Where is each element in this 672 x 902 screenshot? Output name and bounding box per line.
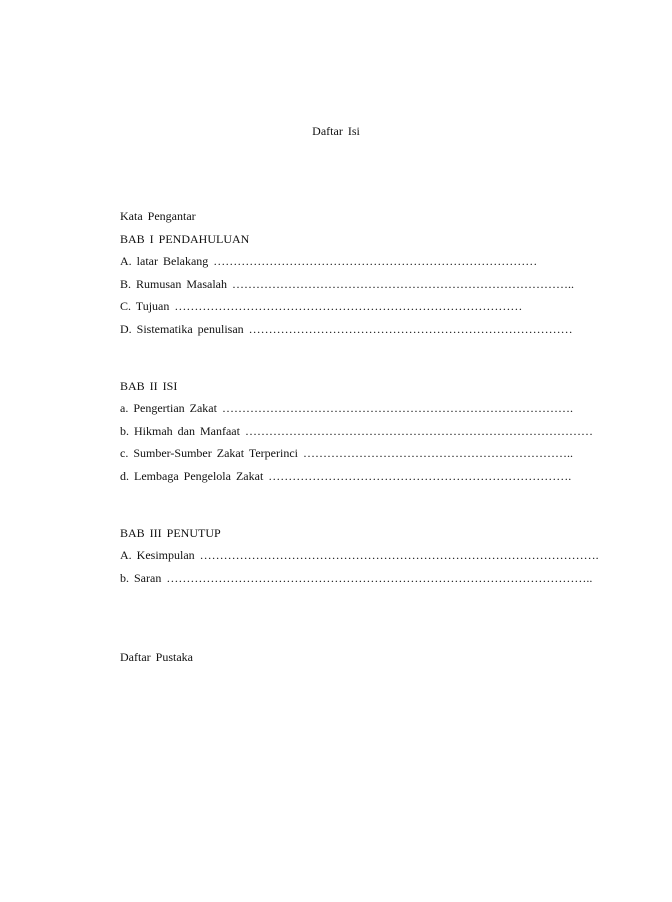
toc-heading-bab3: BAB III PENUTUP bbox=[120, 525, 221, 540]
toc-entry-daftar-pustaka: Daftar Pustaka bbox=[120, 649, 193, 664]
section-spacer bbox=[120, 589, 540, 623]
toc-entry-hikmah-manfaat: b. Hikmah dan Manfaat …………………………………………………………………………… bbox=[120, 423, 593, 438]
section-spacer bbox=[120, 341, 540, 375]
toc-heading-bab2: BAB II ISI bbox=[120, 378, 178, 393]
toc-entry-sumber-zakat: c. Sumber-Sumber Zakat Terperinci ………………………………………………………….. bbox=[120, 446, 573, 461]
toc-heading-bab1: BAB I PENDAHULUAN bbox=[120, 231, 250, 246]
toc-entry-kata-pengantar: Kata Pengantar bbox=[120, 209, 196, 223]
section-spacer bbox=[120, 623, 540, 646]
toc-entry-kesimpulan: A. Kesimpulan ………………………………………………………………………………………. bbox=[120, 548, 599, 563]
toc-entry-rumusan-masalah: B. Rumusan Masalah ………………………………………………………………………….. bbox=[120, 276, 574, 291]
toc-entry-latar-belakang: A. latar Belakang ……………………………………………………………………… bbox=[120, 254, 538, 269]
toc-entry-lembaga-pengelola: d. Lembaga Pengelola Zakat …………………………………………………………………. bbox=[120, 468, 572, 483]
toc-entry-tujuan: C. Tujuan …………………………………………………………………………… bbox=[120, 299, 523, 314]
toc-entry-saran: b. Saran …………………………………………………………………………………………….. bbox=[120, 570, 593, 585]
page-title: Daftar Isi bbox=[312, 124, 360, 138]
toc-entry-pengertian-zakat: a. Pengertian Zakat ……………………………………………………………………………. bbox=[120, 401, 573, 416]
table-of-contents bbox=[120, 205, 599, 669]
toc-entry-sistematika-penulisan: D. Sistematika penulisan ……………………………………………………………………… bbox=[120, 321, 573, 336]
section-spacer bbox=[120, 488, 540, 522]
